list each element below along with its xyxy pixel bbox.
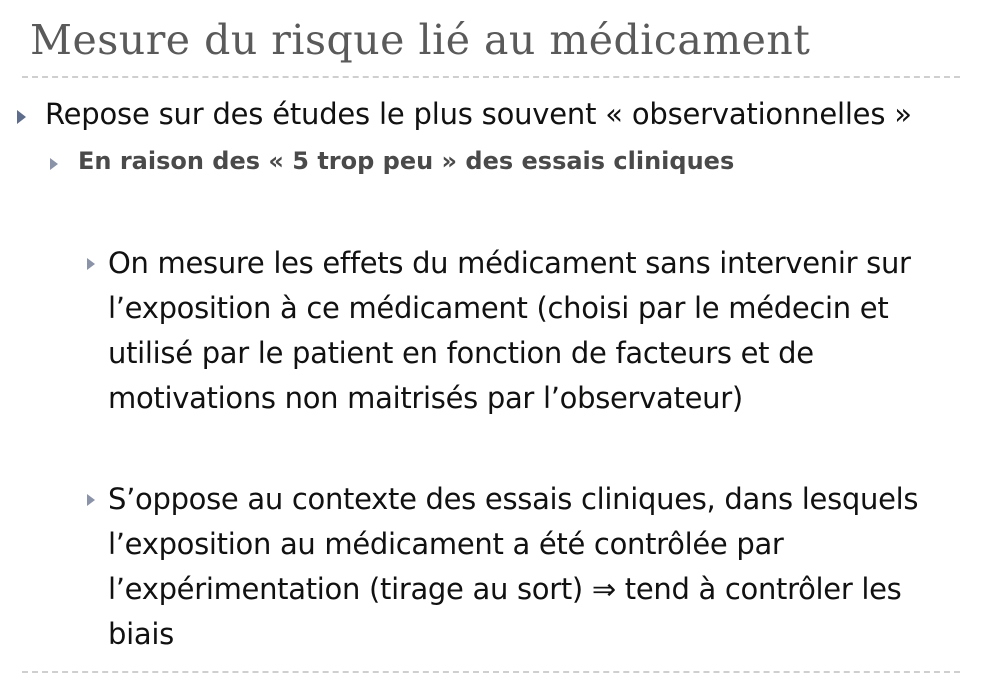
bullet-text: Repose sur des études le plus souvent « observationnelles » [45, 97, 912, 131]
triangle-right-icon [87, 258, 95, 270]
paragraph-line: On mesure les effets du médicament sans intervenir sur [108, 246, 911, 280]
bullet-paragraph [108, 241, 988, 421]
triangle-right-icon [87, 494, 95, 506]
paragraph-line: utilisé par le patient en fonction de facteurs et de [108, 336, 814, 370]
paragraph-line: S’oppose au contexte des essais cliniques, dans lesquels [108, 482, 919, 516]
triangle-right-icon [17, 110, 26, 124]
paragraph-line: biais [108, 617, 174, 651]
footer-divider [22, 671, 960, 673]
paragraph-line: l’expérimentation (tirage au sort) ⇒ tend à contrôler les [108, 572, 902, 606]
triangle-right-icon [50, 158, 58, 170]
paragraph-line: l’exposition à ce médicament (choisi par le médecin et [108, 291, 889, 325]
slide-title: Mesure du risque lié au médicament [30, 16, 811, 64]
bullet-paragraph [108, 477, 988, 657]
paragraph-line: motivations non maitrisés par l’observateur) [108, 381, 743, 415]
bullet-text: En raison des « 5 trop peu » des essais cliniques [78, 147, 735, 175]
paragraph-line: l’exposition au médicament a été contrôlée par [108, 527, 784, 561]
title-divider [22, 76, 960, 78]
